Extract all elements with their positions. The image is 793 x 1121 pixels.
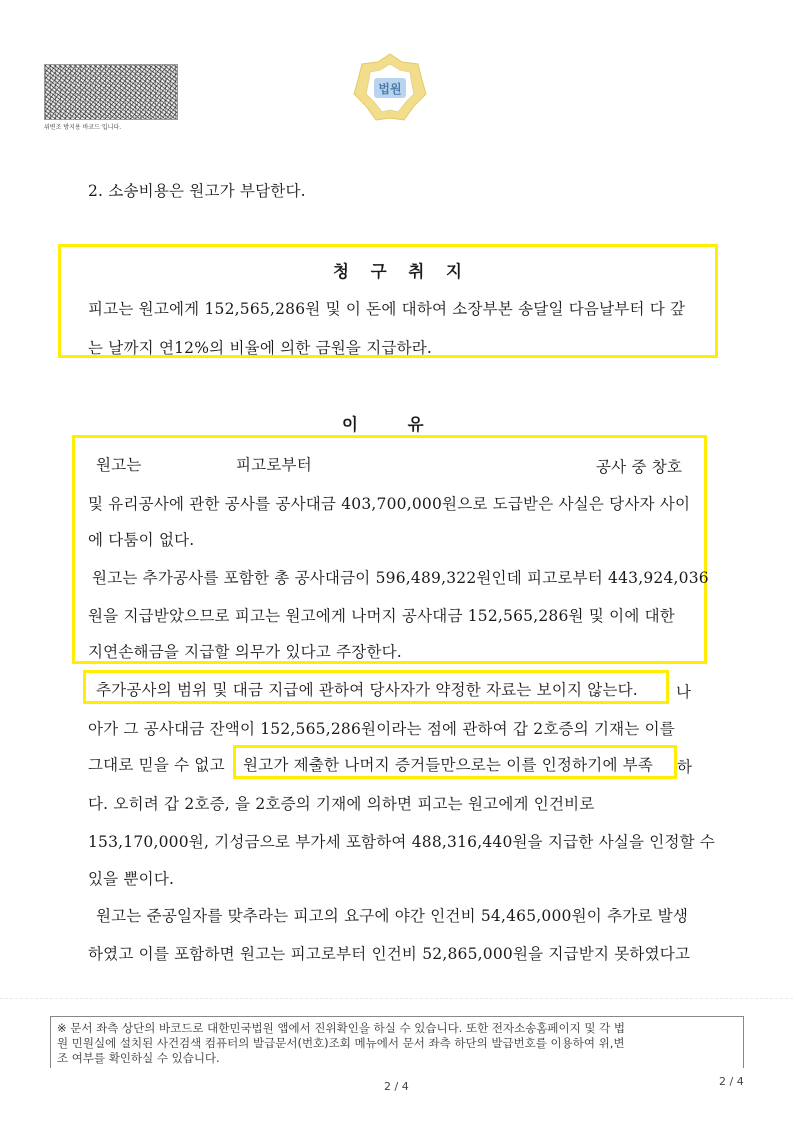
- court-emblem-icon: [352, 52, 428, 124]
- notice-line-3: 조 여부를 확인하실 수 있습니다.: [57, 1051, 220, 1065]
- p3-line3-b: 원고가 제출한 나머지 증거들만으로는 이를 인정하기에 부족: [243, 756, 654, 774]
- p1-line3: 에 다툼이 없다.: [88, 531, 195, 549]
- p1-line1-c: 공사 중 창호: [596, 458, 683, 476]
- p3-line3-c: 하: [677, 758, 693, 776]
- claim-line-2: 는 날까지 연12%의 비율에 의한 금원을 지급하라.: [88, 339, 433, 357]
- notice-line-2: 원 민원실에 설치된 사건검색 컴퓨터의 발급문서(번호)조회 메뉴에서 문서 좌측 하단의 발급번호를 이용하여 위,변: [57, 1036, 625, 1050]
- claim-title: 청 구 취 지: [333, 262, 470, 281]
- barcode-image: [44, 64, 178, 120]
- p2-line3: 지연손해금을 지급할 의무가 있다고 주장한다.: [88, 643, 402, 661]
- emblem-text: 법원: [378, 82, 402, 96]
- page-number-right: 2 / 4: [719, 1075, 744, 1088]
- p3-line1-a: 추가공사의 범위 및 대금 지급에 관하여 당사자가 약정한 자료는 보이지 않는다.: [96, 681, 638, 699]
- p3-line3-a: 그대로 믿을 수 없고: [88, 756, 225, 774]
- verification-notice: [50, 1016, 744, 1068]
- page-divider: [0, 998, 793, 999]
- p3-line6: 있을 뿐이다.: [88, 870, 175, 888]
- p4-line2: 하였고 이를 포함하면 원고는 피고로부터 인건비 52,865,000원을 지급받지 못하였다고: [88, 945, 691, 963]
- p3-line4: 다. 오히려 갑 2호증, 을 2호증의 기재에 의하면 피고는 원고에게 인건비로: [88, 795, 595, 813]
- notice-line-1: ※ 문서 좌측 상단의 바코드로 대한민국법원 앱에서 진위확인을 하실 수 있습니다. 또한 전자소송홈페이지 및 각 법: [57, 1021, 626, 1035]
- page-number: 2 / 4: [384, 1080, 409, 1093]
- reason-title: 이 유: [342, 415, 424, 434]
- p2-line2: 원을 지급받았으므로 피고는 원고에게 나머지 공사대금 152,565,286원 및 이에 대한: [88, 607, 675, 625]
- claim-line-1: 피고는 원고에게 152,565,286원 및 이 돈에 대하여 소장부본 송달일 다음날부터 다 갚: [88, 300, 686, 318]
- p1-line1-b: 피고로부터: [236, 456, 312, 474]
- p3-line2: 아가 그 공사대금 잔액이 152,565,286원이라는 점에 관하여 갑 2호증의 기재는 이를: [88, 720, 675, 738]
- p1-line2: 및 유리공사에 관한 공사를 공사대금 403,700,000원으로 도급받은 사실은 당사자 사이: [88, 495, 691, 513]
- barcode-caption: 위변조 방지용 바코드 입니다.: [44, 124, 122, 131]
- p2-line1: 원고는 추가공사를 포함한 총 공사대금이 596,489,322원인데 피고로부터 443,924,036: [92, 569, 709, 587]
- p3-line1-b: 나: [676, 683, 692, 701]
- p3-line5: 153,170,000원, 기성금으로 부가세 포함하여 488,316,440원을 지급한 사실을 인정할 수: [88, 833, 716, 851]
- p1-line1-a: 원고는: [96, 456, 142, 474]
- p4-line1: 원고는 준공일자를 맞추라는 피고의 요구에 야간 인건비 54,465,000원이 추가로 발생: [96, 907, 689, 925]
- item-2: 2. 소송비용은 원고가 부담한다.: [88, 182, 306, 200]
